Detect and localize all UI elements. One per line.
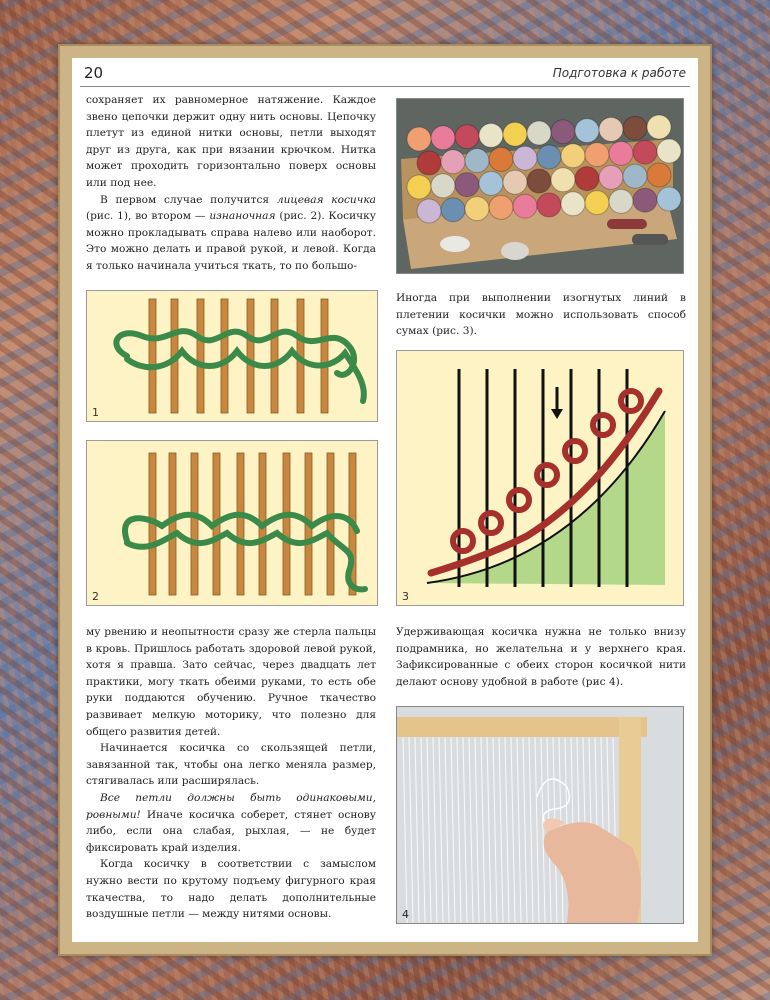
yarn-ball [537, 193, 561, 217]
soumak-loop [481, 513, 501, 533]
warp-thread [197, 299, 204, 413]
warp-thread [271, 299, 278, 413]
yarn-ball [407, 175, 431, 199]
text-column-left-bottom [86, 624, 376, 923]
yarn-ball [441, 198, 465, 222]
soumak-loop [565, 441, 585, 461]
yarn-ball [455, 125, 479, 149]
italic-emphasis: Все петли должны быть одинаковыми, ровными! [86, 791, 376, 821]
yarn-ball [623, 116, 647, 140]
yarn-ball [599, 165, 623, 189]
paragraph: Когда косичку в соответствии с замыслом нужно вести по крутому подъему фигурного края ткачества, то надо делать дополнительные воздушные петли — между нитями основы. [86, 858, 376, 921]
yarn-ball [647, 163, 671, 187]
yarn-ball [623, 164, 647, 188]
paragraph: Иногда при выполнении изогнутых линий в плетении косички можно использовать способ сумах (рис. 3). [396, 292, 686, 338]
warp-thread [247, 299, 254, 413]
warp-thread [221, 299, 228, 413]
text-run: В первом случае получится [100, 193, 277, 206]
figure-3-soumak [396, 350, 684, 606]
yarn-ball [599, 117, 623, 141]
yarn-ball [489, 147, 513, 171]
header-rule [80, 86, 690, 87]
figure-label: 1 [92, 406, 99, 419]
figure-label: 4 [402, 908, 409, 921]
yarn-ball [431, 126, 455, 150]
page-number: 20 [84, 64, 104, 82]
italic-term: лицевая косичка [276, 193, 376, 206]
warp-thread [149, 299, 156, 413]
warp-thread [191, 453, 198, 595]
yarn-ball [633, 188, 657, 212]
text-run: (рис. 1), во втором — [86, 210, 210, 223]
yarn-ball [551, 168, 575, 192]
yarn-ball [441, 150, 465, 174]
yarn-ball [537, 145, 561, 169]
text-run: (рис. 2). Косичку можно прокладывать справа налево или наоборот. Это можно делать и правой рукой, и левой. Когда я только начинала учиться ткать, то по большо- [86, 210, 376, 272]
paragraph: сохраняет их равномерное натяжение. Каждое звено цепочки держит одну нить основы. Цепочку плетут из единой нитки основы, петли выходят друг из друга, как при вязании крючком. Нитка может проходить горизонтально поверх основы или под нее. [86, 94, 376, 189]
soumak-loop [537, 465, 557, 485]
figure-2-back-chain [86, 440, 378, 606]
yarn-ball [657, 139, 681, 163]
yarn-ball [431, 174, 455, 198]
yarn-ball [585, 191, 609, 215]
paragraph: му рвению и неопытности сразу же стерла пальцы в кровь. Пришлось работать здоровой левой рукой, хотя я правша. Зато сейчас, через двадцать лет практики, могу ткать обеими руками, то есть обе руки поддаются обучению. Ручное ткачество развивает мелкую моторику, что полезно для общего развития детей. [86, 626, 376, 738]
text-column-right-mid [396, 290, 686, 340]
yarn-ball [527, 121, 551, 145]
yarn-ball [465, 197, 489, 221]
soumak-loop [509, 490, 529, 510]
book-page [72, 58, 698, 942]
yarn-ball [647, 115, 671, 139]
yarn-ball [585, 143, 609, 167]
text-run: Иначе косичка соберет, стянет основу либо, если она слабая, рыхлая, — не будет фиксировать край изделия. [86, 808, 376, 854]
warp-thread [283, 453, 290, 595]
loom-warp-photo [396, 706, 684, 924]
yarn-ball [455, 173, 479, 197]
yarn-ball [575, 167, 599, 191]
yarn-ball [407, 127, 431, 151]
arrow-head-icon [551, 409, 563, 419]
text-column-left-top [86, 92, 376, 275]
yarn-ball [479, 123, 503, 147]
paragraph: Удерживающая косичка нужна не только внизу подрамника, но желательна и у верхнего края. Зафиксированные с обеих сторон косичкой нити делают основу удобной в работе (рис 4). [396, 626, 686, 688]
yarn-ball [609, 141, 633, 165]
soumak-loop [621, 391, 641, 411]
yarn-ball [465, 149, 489, 173]
figure-1-face-chain [86, 290, 378, 422]
yarn-ball [417, 151, 441, 175]
yarn-ball [575, 119, 599, 143]
figure-label: 3 [402, 590, 409, 603]
running-head: Подготовка к работе [552, 66, 686, 80]
figure-label: 2 [92, 590, 99, 603]
yarn-ball [513, 194, 537, 218]
yarn-ball [503, 170, 527, 194]
yarn-ball [561, 144, 585, 168]
yarn-ball [527, 169, 551, 193]
yarn-ball [657, 187, 681, 211]
yarn-ball [479, 171, 503, 195]
soumak-loop [453, 531, 473, 551]
yarn-ball [633, 140, 657, 164]
soumak-loop [593, 415, 613, 435]
yarn-ball [417, 199, 441, 223]
yarn-balls-photo [396, 98, 684, 274]
yarn-ball [503, 122, 527, 146]
yarn-ball [489, 195, 513, 219]
paragraph [86, 192, 376, 275]
text-column-right-bottom [396, 624, 686, 690]
yarn-ball [609, 189, 633, 213]
yarn-ball [551, 120, 575, 144]
yarn-ball [513, 146, 537, 170]
italic-term: изнаночная [209, 210, 276, 223]
paragraph: Начинается косичка со скользящей петли, завязанной так, чтобы она легко меняла размер, стягивалась или расширялась. [86, 742, 376, 788]
warp-thread [237, 453, 244, 595]
yarn-ball [561, 192, 585, 216]
warp-thread [327, 453, 334, 595]
paragraph [86, 790, 376, 856]
warp-thread [321, 299, 328, 413]
